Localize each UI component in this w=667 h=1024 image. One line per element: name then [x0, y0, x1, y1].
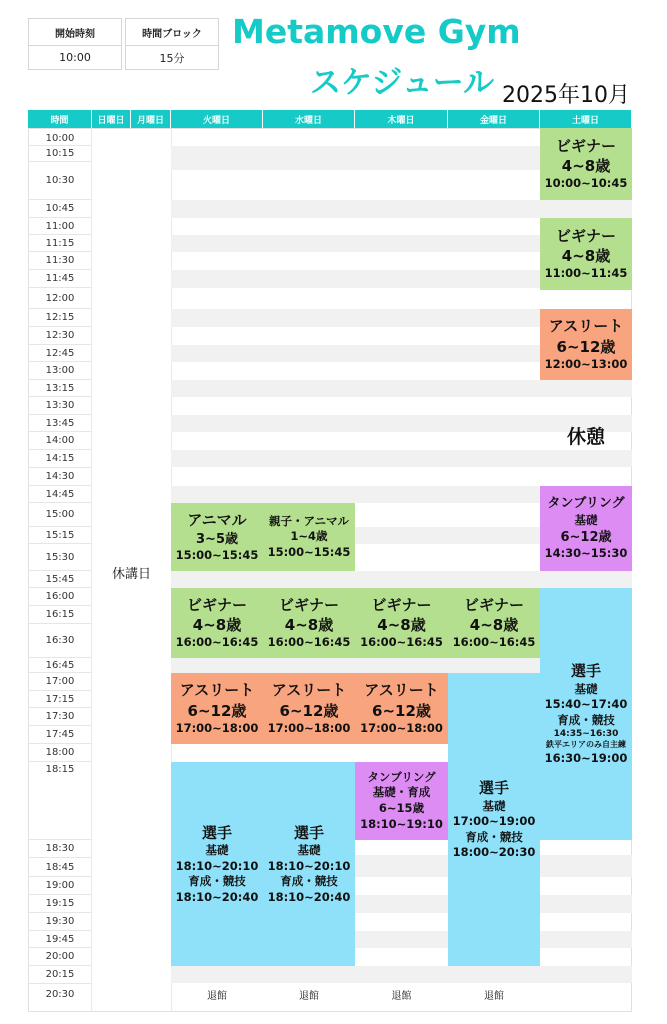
friday-beginner-class[interactable] — [448, 588, 540, 658]
time-label: 10:30 — [29, 162, 91, 200]
month-label: 2025年10月 — [502, 83, 630, 108]
class-level: 基礎 — [205, 843, 229, 858]
saturday-beginner-class-2[interactable] — [540, 218, 632, 290]
class-time: 14:35~16:30 — [553, 729, 619, 740]
time-label: 19:45 — [29, 931, 91, 948]
class-age: 4~8歳 — [561, 157, 611, 176]
class-time: 15:40~17:40 — [544, 697, 628, 712]
time-block-label: 時間ブロック — [126, 19, 218, 46]
header-sunday: 日曜日 — [92, 110, 131, 128]
time-block-setting — [125, 18, 219, 70]
time-label: 10:00 — [29, 131, 91, 146]
time-label: 16:00 — [29, 588, 91, 606]
class-time: 14:30~15:30 — [544, 546, 628, 561]
thursday-beginner-class[interactable] — [355, 588, 448, 658]
class-name: アスリート — [548, 317, 624, 336]
schedule-title: スケジュール — [310, 65, 495, 101]
time-label: 13:45 — [29, 415, 91, 432]
time-label: 11:30 — [29, 252, 91, 270]
time-label: 20:00 — [29, 948, 91, 966]
header-wednesday: 水曜日 — [263, 110, 355, 128]
time-label: 15:45 — [29, 571, 91, 588]
class-name: 選手 — [570, 662, 601, 681]
class-name: ビギナー — [555, 136, 616, 155]
row-stripe — [171, 571, 632, 588]
class-age: 6~12歳 — [556, 337, 616, 356]
class-name: 選手 — [201, 823, 232, 842]
class-time: 17:00~18:00 — [267, 720, 351, 735]
tuesday-animal-class[interactable] — [171, 503, 263, 571]
break-label: 休憩 — [566, 425, 605, 448]
time-label: 14:00 — [29, 432, 91, 450]
header-saturday: 土曜日 — [540, 110, 632, 128]
class-age: 6~12歳 — [372, 701, 431, 720]
header-thursday: 木曜日 — [355, 110, 448, 128]
time-label: 10:45 — [29, 200, 91, 218]
header-friday: 金曜日 — [448, 110, 540, 128]
class-name: 選手 — [478, 779, 509, 798]
class-level: 基礎 — [574, 681, 598, 696]
gym-title: Metamove Gym — [232, 12, 521, 51]
class-level: 育成・競技 — [280, 874, 338, 889]
class-time: 18:10~20:40 — [175, 889, 259, 904]
time-label: 17:00 — [29, 673, 91, 691]
time-label: 14:45 — [29, 486, 91, 503]
time-label: 15:30 — [29, 544, 91, 571]
class-name: ビギナー — [555, 226, 616, 245]
class-name: ビギナー — [186, 595, 247, 614]
class-time: 11:00~11:45 — [544, 266, 628, 281]
time-label: 18:00 — [29, 744, 91, 762]
thursday-tumbling-class[interactable] — [355, 762, 448, 840]
time-label: 17:45 — [29, 726, 91, 744]
time-label: 12:15 — [29, 309, 91, 327]
class-name: ビギナー — [278, 595, 339, 614]
class-age: 3~5歳 — [196, 531, 238, 547]
leave-label-friday: 退館 — [484, 990, 504, 1002]
class-name: タンブリング — [367, 769, 436, 784]
time-label: 16:30 — [29, 624, 91, 658]
friday-competitor-class[interactable] — [448, 673, 540, 966]
time-label: 11:45 — [29, 270, 91, 288]
leave-label-wednesday: 退館 — [299, 990, 319, 1002]
saturday-tumbling-class[interactable] — [540, 486, 632, 571]
time-label: 15:00 — [29, 503, 91, 527]
class-time: 16:00~16:45 — [452, 635, 536, 650]
class-level: 基礎 — [482, 798, 506, 813]
time-label: 17:15 — [29, 691, 91, 708]
class-name: アスリート — [179, 681, 255, 700]
class-level: 育成・競技 — [188, 874, 246, 889]
class-name: タンブリング — [547, 496, 625, 512]
time-label: 14:15 — [29, 450, 91, 468]
class-age: 6~12歳 — [560, 529, 612, 545]
time-label: 20:30 — [45, 988, 75, 1000]
time-label: 13:00 — [29, 362, 91, 380]
thursday-athlete-class[interactable] — [355, 673, 448, 744]
class-time: 18:00~20:30 — [452, 845, 536, 860]
time-label: 13:30 — [29, 397, 91, 415]
closed-day-label: 休講日 — [111, 566, 151, 582]
class-age: 1~4歳 — [290, 529, 328, 544]
class-time: 15:00~15:45 — [267, 544, 351, 559]
class-age: 4~8歳 — [377, 616, 426, 635]
class-level: 基礎 — [574, 512, 598, 527]
class-time: 10:00~10:45 — [544, 176, 628, 191]
class-level: 基礎 — [297, 843, 321, 858]
class-name: 親子・アニマル — [269, 513, 349, 528]
start-time-label: 開始時刻 — [29, 19, 121, 46]
class-time: 18:10~19:10 — [360, 816, 443, 831]
class-name: 選手 — [293, 823, 324, 842]
class-time: 18:10~20:10 — [267, 858, 351, 873]
class-time: 17:00~19:00 — [452, 814, 536, 829]
class-name: ビギナー — [371, 595, 432, 614]
class-time: 16:30~19:00 — [544, 751, 628, 766]
class-age: 4~8歳 — [284, 616, 334, 635]
class-level: 育成・競技 — [557, 712, 615, 727]
wednesday-athlete-class[interactable] — [263, 673, 355, 744]
class-time: 16:00~16:45 — [360, 635, 443, 650]
leave-label-thursday: 退館 — [391, 990, 412, 1002]
row-stripe — [171, 966, 632, 983]
saturday-competitor-class[interactable] — [540, 588, 632, 840]
wednesday-parent-animal-class[interactable] — [263, 503, 355, 571]
wednesday-beginner-class[interactable] — [263, 588, 355, 658]
time-label: 16:45 — [29, 658, 91, 673]
time-label: 17:30 — [29, 708, 91, 726]
time-block-value: 15分 — [159, 51, 185, 65]
saturday-athlete-class[interactable] — [540, 309, 632, 380]
class-note: 鉄平エリアのみ自主練 — [546, 740, 626, 750]
time-label: 11:15 — [29, 235, 91, 252]
time-label: 18:45 — [29, 858, 91, 877]
row-stripe — [171, 380, 632, 397]
time-label: 20:15 — [29, 966, 91, 984]
class-level: 基礎・育成 — [372, 785, 431, 800]
time-label: 12:30 — [29, 327, 91, 345]
class-name: アスリート — [271, 681, 347, 700]
time-label: 12:45 — [29, 345, 91, 362]
tuesday-beginner-class[interactable] — [171, 588, 263, 658]
class-age: 6~12歳 — [279, 701, 339, 720]
class-age: 6~12歳 — [187, 701, 247, 720]
class-time: 16:00~16:45 — [175, 635, 259, 650]
class-time: 18:10~20:10 — [175, 858, 259, 873]
header-monday: 月曜日 — [131, 110, 171, 128]
time-label: 18:30 — [29, 840, 91, 858]
class-time: 16:00~16:45 — [267, 635, 351, 650]
start-time-setting — [28, 18, 122, 70]
time-label: 19:30 — [29, 913, 91, 931]
class-age: 6~15歳 — [378, 801, 425, 815]
time-label: 16:15 — [29, 606, 91, 624]
time-label: 13:15 — [29, 380, 91, 397]
leave-label-tuesday: 退館 — [207, 990, 227, 1002]
saturday-beginner-class-1[interactable] — [540, 128, 632, 200]
class-level: 育成・競技 — [465, 829, 523, 844]
time-label: 12:00 — [29, 288, 91, 309]
class-name: アスリート — [364, 681, 439, 700]
time-label: 14:30 — [29, 468, 91, 486]
wednesday-competitor-class[interactable] — [263, 762, 355, 966]
class-name: ビギナー — [463, 595, 524, 614]
time-label: 10:15 — [29, 146, 91, 162]
class-time: 15:00~15:45 — [175, 548, 259, 563]
class-name: アニマル — [187, 511, 247, 530]
row-stripe — [171, 450, 632, 467]
header-tuesday: 火曜日 — [171, 110, 263, 128]
time-label: 19:00 — [29, 877, 91, 895]
tuesday-competitor-class[interactable] — [171, 762, 263, 966]
class-age: 4~8歳 — [469, 616, 519, 635]
header-time: 時間 — [28, 110, 92, 128]
tuesday-athlete-class[interactable] — [171, 673, 263, 744]
time-label: 18:15 — [29, 762, 91, 840]
time-label: 11:00 — [29, 218, 91, 235]
time-label: 19:15 — [29, 895, 91, 913]
class-time: 17:00~18:00 — [175, 720, 259, 735]
class-time: 17:00~18:00 — [360, 720, 443, 735]
class-age: 4~8歳 — [561, 247, 611, 266]
start-time-value: 10:00 — [59, 51, 91, 64]
class-age: 4~8歳 — [192, 616, 242, 635]
class-time: 18:10~20:40 — [267, 889, 351, 904]
time-label: 15:15 — [29, 527, 91, 544]
class-time: 12:00~13:00 — [544, 356, 628, 371]
row-stripe — [171, 200, 632, 218]
